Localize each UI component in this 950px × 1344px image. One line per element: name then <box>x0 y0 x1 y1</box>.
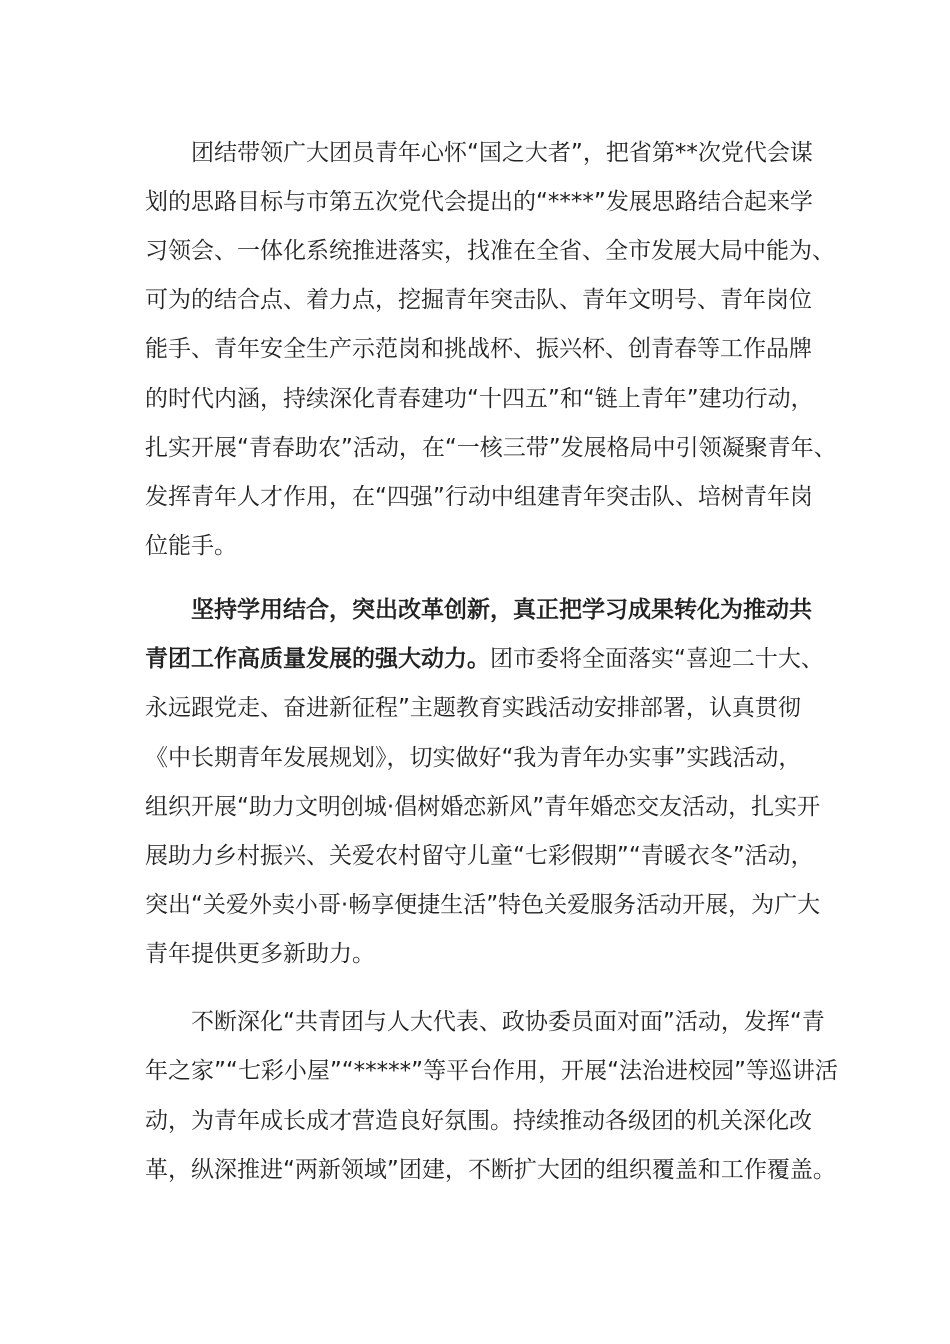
paragraph-1-line-7 <box>145 433 837 463</box>
paragraph-2-line-1 <box>145 595 812 625</box>
paragraph-1-line-6 <box>145 384 814 414</box>
paragraph-2-line-3 <box>145 693 801 723</box>
paragraph-2-line-8 <box>145 939 375 969</box>
text-run: 永远跟党走、奋进新征程”主题教育实践活动安排部署，认真贯彻 <box>145 695 801 721</box>
text-run: 不断深化“共青团与人大代表、政协委员面对面”活动，发挥“青 <box>145 1009 825 1035</box>
bold-text-run: 青团工作高质量发展的强大动力。 <box>145 646 490 672</box>
text-run: 团结带领广大团员青年心怀“国之大者”，把省第**次党代会谋 <box>145 140 813 166</box>
paragraph-1-line-2 <box>145 187 813 217</box>
text-run: 的时代内涵，持续深化青春建功“十四五”和“链上青年”建功行动， <box>145 386 814 412</box>
text-run: 革，纵深推进“两新领域”团建，不断扩大团的组织覆盖和工作覆盖。 <box>145 1157 836 1183</box>
paragraph-1-line-9 <box>145 531 237 561</box>
paragraph-3-line-3 <box>145 1106 812 1136</box>
paragraph-2-line-4 <box>145 743 801 773</box>
text-run: 突出“关爱外卖小哥·畅享便捷生活”特色关爱服务活动开展，为广大 <box>145 892 821 918</box>
paragraph-3-line-2 <box>145 1056 838 1086</box>
text-run: 发挥青年人才作用，在“四强”行动中组建青年突击队、培树青年岗 <box>145 484 813 510</box>
text-run: 展助力乡村振兴、关爱农村留守儿童“七彩假期”“青暖衣冬”活动， <box>145 843 814 869</box>
text-run: 动，为青年成长成才营造良好氛围。持续推动各级团的机关深化改 <box>145 1108 812 1134</box>
text-run: 年之家”“七彩小屋”“*****”等平台作用，开展“法治进校园”等巡讲活 <box>145 1058 838 1084</box>
paragraph-3-line-1 <box>145 1007 825 1037</box>
paragraph-1-line-1 <box>145 138 813 168</box>
text-run: 可为的结合点、着力点，挖掘青年突击队、青年文明号、青年岗位 <box>145 287 812 313</box>
paragraph-2-line-7 <box>145 890 820 920</box>
paragraph-2-line-5 <box>145 792 820 822</box>
paragraph-1-line-3 <box>145 236 835 266</box>
text-run: 《中长期青年发展规划》，切实做好“我为青年办实事”实践活动， <box>145 745 802 771</box>
paragraph-2-line-6 <box>145 841 814 871</box>
text-run: 划的思路目标与市第五次党代会提出的“****”发展思路结合起来学 <box>145 189 813 215</box>
text-run: 位能手。 <box>145 533 237 559</box>
paragraph-1-line-8 <box>145 482 813 512</box>
paragraph-2-line-2 <box>145 644 824 674</box>
text-run: 习领会、一体化系统推进落实，找准在全省、全市发展大局中能为、 <box>145 238 835 264</box>
text-run: 扎实开展“青春助农”活动，在“一核三带”发展格局中引领凝聚青年、 <box>145 435 837 461</box>
text-run: 青年提供更多新助力。 <box>145 941 375 967</box>
text-run: 组织开展“助力文明创城·倡树婚恋新风”青年婚恋交友活动，扎实开 <box>145 794 821 820</box>
text-run: 能手、青年安全生产示范岗和挑战杯、振兴杯、创青春等工作品牌 <box>145 336 812 362</box>
bold-text-run: 坚持学用结合，突出改革创新，真正把学习成果转化为推动共 <box>145 597 812 623</box>
paragraph-3-line-4 <box>145 1155 836 1185</box>
text-run: 团市委将全面落实“喜迎二十大、 <box>490 646 824 672</box>
paragraph-1-line-4 <box>145 285 812 315</box>
paragraph-1-line-5 <box>145 334 812 364</box>
